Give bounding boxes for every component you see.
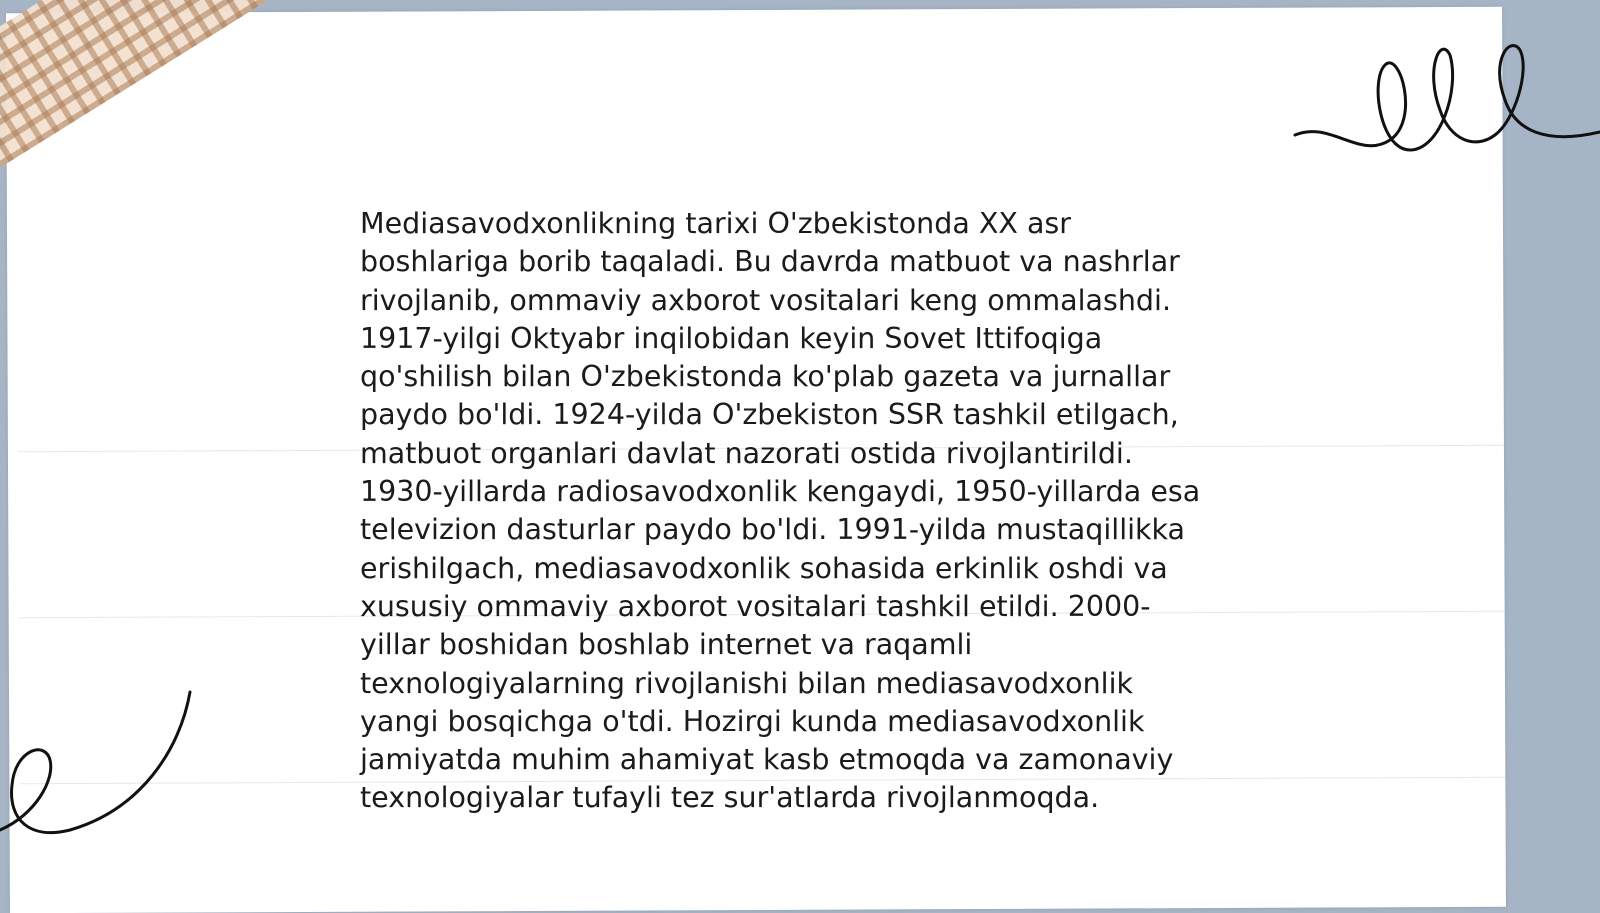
body-paragraph: Mediasavodxonlikning tarixi O'zbekistonda XX asr boshlariga borib taqaladi. Bu davrda matbuot va nashrlar rivojlanib, ommaviy axborot vositalari keng ommalashdi. 1917-yilgi Oktyabr inqilobidan keyin Sovet Ittifoqiga qo'shilish bilan O'zbekistonda ko'plab gazeta va jurnallar paydo bo'ldi. 1924-yilda O'zbekiston SSR tashkil etilgach, matbuot organlari davlat nazorati ostida rivojlantirildi. 1930-yillarda radiosavodxonlik kengaydi, 1950-yillarda esa televizion dasturlar paydo bo'ldi. 1991-yilda mustaqillikka erishilgach, mediasavodxonlik sohasida erkinlik oshdi va xususiy ommaviy axborot vositalari tashkil etildi. 2000- yillar boshidan boshlab internet va raqamli texnologiyalarning rivojlanishi bilan mediasavodxonlik yangi bosqichga o'tdi. Hozirgi kunda mediasavodxonlik jamiyatda muhim ahamiyat kasb etmoqda va zamonaviy texnologiyalar tufayli tez sur'atlarda rivojlanmoqda. — [360, 207, 1201, 815]
swoosh-scribble-icon — [0, 690, 200, 850]
loop-scribble-icon — [1290, 30, 1600, 170]
